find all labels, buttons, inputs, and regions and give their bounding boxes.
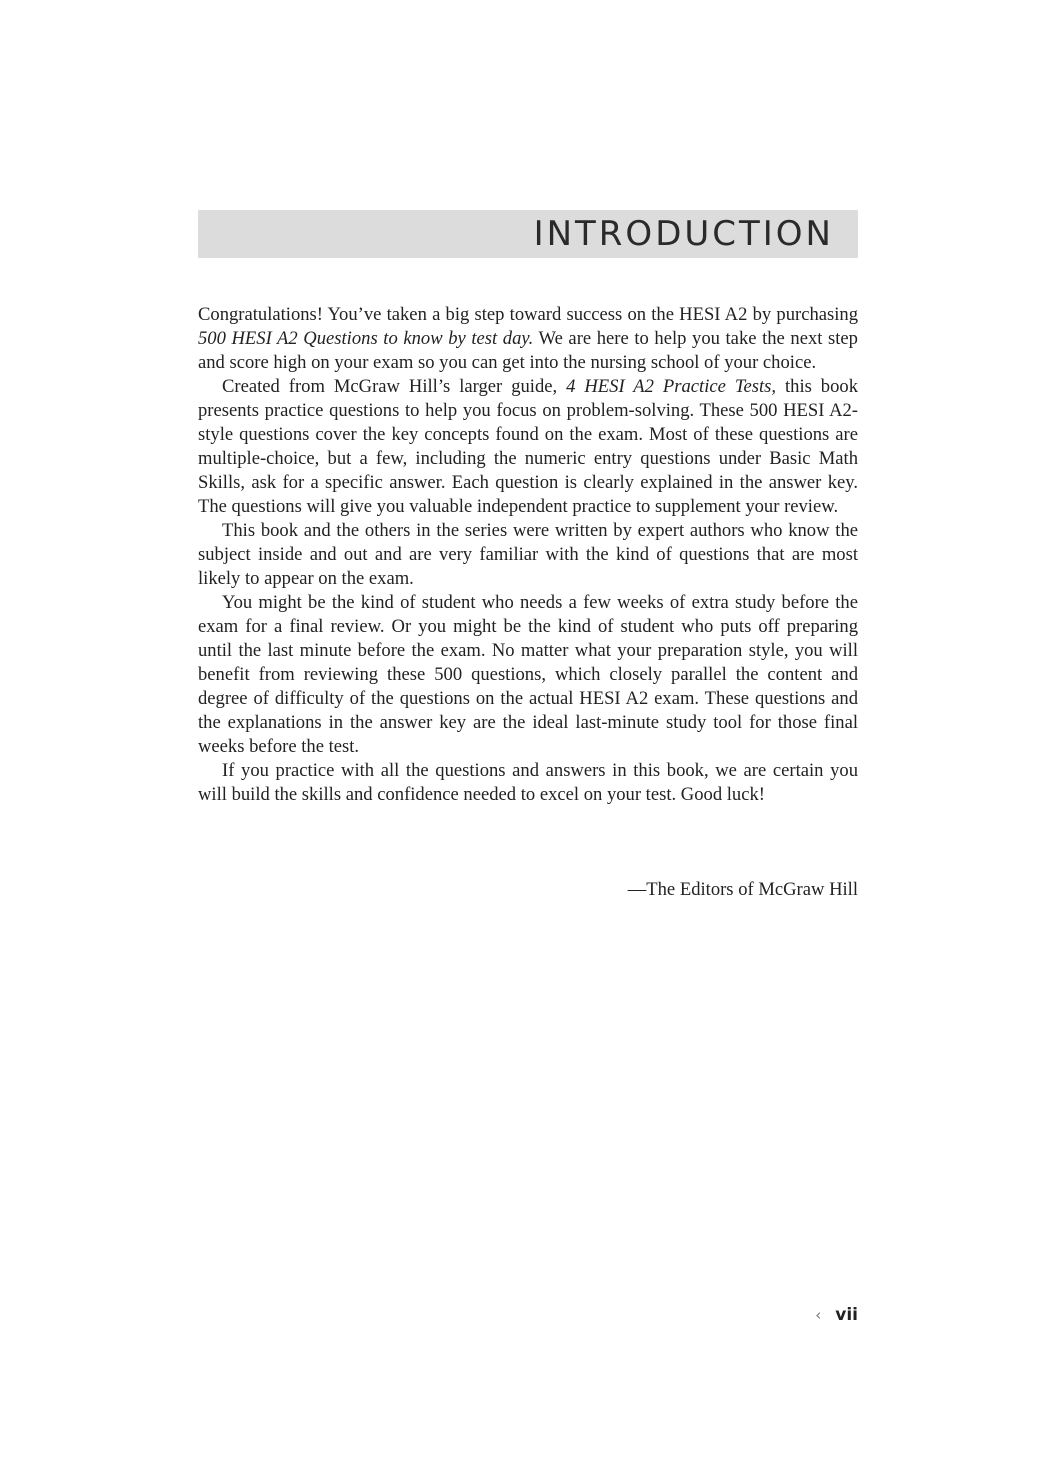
paragraph-1-text-b: We are here to help you take the next step and score high on your exam so you can get into the nursing school of your choice. bbox=[198, 328, 858, 373]
paragraph-3-text: This book and the others in the series were written by expert authors who know the subject inside and out and are very familiar with the kind of questions that are most likely to appear on the exam. bbox=[198, 520, 858, 589]
paragraph-4-text: You might be the kind of student who needs a few weeks of extra study before the exam for a final review. Or you might be the kind of student who puts off preparing until the last minute before the exam. No matter what your preparation style, you will benefit from reviewing these 500 questions, which closely parallel the content and degree of difficulty of the questions on the actual HESI A2 exam. These questions and the explanations in the answer key are the ideal last-minute study tool for those final weeks before the test. bbox=[198, 592, 858, 757]
paragraph-5-text: If you practice with all the questions and answers in this book, we are certain you will build the skills and confidence needed to excel on your test. Good luck! bbox=[198, 760, 858, 805]
paragraph-1-book-title: 500 HESI A2 Questions to know by test day. bbox=[198, 328, 534, 349]
paragraph-1-text-a: Congratulations! You’ve taken a big step toward success on the HESI A2 by purchasing bbox=[198, 304, 858, 325]
folio-chevron-icon: ‹ bbox=[815, 1306, 822, 1324]
paragraph-2-book-title: 4 HESI A2 Practice Tests, bbox=[566, 376, 777, 397]
paragraph-2 bbox=[198, 375, 858, 519]
chapter-heading-bar bbox=[198, 210, 858, 258]
page-number: vii bbox=[835, 1305, 858, 1325]
editors-signature: —The Editors of McGraw Hill bbox=[627, 879, 858, 900]
paragraph-2-text-b: this book presents practice questions to help you focus on problem-solving. These 500 HESI A2-style questions cover the key concepts found on the exam. Most of these questions are multiple-choice, but a few, including the numeric entry questions under Basic Math Skills, ask for a specific answer. Each question is clearly explained in the answer key. The questions will give you valuable independent practice to supplement your review. bbox=[198, 376, 858, 517]
paragraph-2-text-a: Created from McGraw Hill’s larger guide, bbox=[222, 376, 567, 397]
paragraph-1 bbox=[198, 303, 858, 375]
paragraph-3 bbox=[198, 519, 858, 591]
paragraph-5 bbox=[198, 759, 858, 807]
paragraph-4 bbox=[198, 591, 858, 759]
introduction-body bbox=[198, 303, 858, 807]
chapter-title: INTRODUCTION bbox=[533, 214, 834, 254]
page-folio bbox=[815, 1303, 858, 1327]
